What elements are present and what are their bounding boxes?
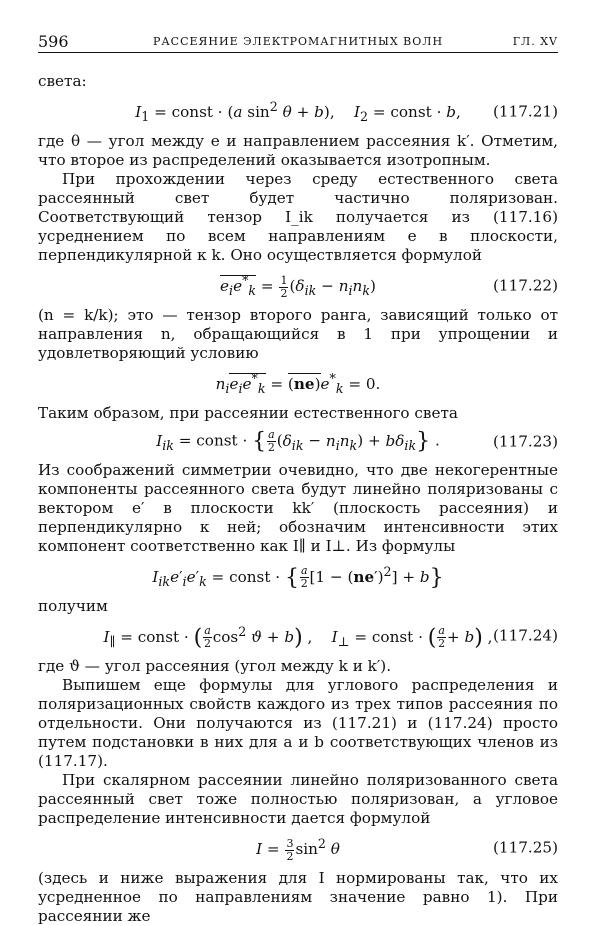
equation-number: (117.22) (493, 276, 558, 295)
equation-projection (38, 556, 558, 597)
equation-formula: I = $\frac{3}{2}$ $\sin^2 \theta$ (256, 836, 340, 863)
equation-number: (117.24) (493, 626, 558, 645)
equation-formula: $e_ie^*_k$ = $\frac{1}{2}$ $(\delta_{ik} - n_in_k)$ (220, 273, 376, 300)
equation-117-24 (38, 616, 558, 657)
page-number: 596 (38, 32, 69, 51)
paragraph: (здесь и ниже выражения для I нормированы так, что их усредненное по направлениям значение равно 1). При рассеянии же (38, 868, 558, 925)
paragraph: Таким образом, при рассеянии естественного света (38, 404, 458, 423)
equation-condition (38, 363, 558, 404)
paragraph: При прохождении через среду естественного света рассеянный свет будет частично поляризован. Соответствующий тензор I_ik получается из (117.16) усреднением по всем направлениям e в плоскости, перпендикулярной к k. Оно осуществляется формулой (38, 170, 558, 265)
equation-number: (117.23) (493, 432, 558, 451)
paragraph: где ϑ — угол рассеяния (угол между k и k′). (38, 657, 392, 675)
chapter-label: ГЛ. XV (512, 35, 558, 48)
equation-number: (117.21) (493, 102, 558, 121)
equation-formula: $I_{ik}e'_ie'_k$ = const · { $\frac{a}{2}$ $[1 - (ne')^2] + b$} (152, 563, 444, 591)
paragraph: (n = k/k); это — тензор второго ранга, зависящий только от направления n, обращающийся в 1 при упрощении и удовлетворяющий условию (38, 306, 558, 363)
running-title: РАССЕЯНИЕ ЭЛЕКТРОМАГНИТНЫХ ВОЛН (152, 35, 444, 48)
equation-formula: $I_\parallel$ = const · ( $\frac{a}{2}$ $\cos^2 ϑ + b$) , $I_\perp$ = const · ( $\frac{a}{2}$ + b) , (103, 623, 493, 651)
book-page (38, 30, 558, 925)
paragraph: получим (38, 596, 108, 615)
equation-117-23 (38, 423, 558, 461)
equation-formula: $I_{ik}$ = const · { $\frac{a}{2}$ $(\delta_{ik} - n_in_k) + b\delta_{ik}$} . (156, 428, 440, 455)
paragraph: света: (38, 72, 87, 90)
paragraph: Выпишем еще формулы для углового распределения и поляризационных свойств каждого из трех типов рассеяния по отдельности. Они получаются из (117.21) и (117.24) просто путем подстановки в них для a и b соответствующих членов из (117.17). (38, 676, 558, 770)
page-header (38, 30, 558, 53)
equation-117-22 (38, 265, 558, 306)
equation-number: (117.25) (493, 838, 558, 857)
paragraph: где θ — угол между e и направлением рассеяния k′. Отметим, что второе из распределений оказывается изотропным. (38, 132, 558, 170)
equation-117-21 (38, 91, 558, 132)
page-body (38, 72, 558, 926)
paragraph: Из соображений симметрии очевидно, что две некогерентные компоненты рассеянного света будут линейно поляризованы с вектором e′ в плоскости kk′ (плоскость рассеяния) и перпендикулярно к ней; обозначим интенсивности этих компонент соответственно как I∥ и I⊥. Из формулы (38, 460, 558, 555)
equation-117-25 (38, 828, 558, 869)
equation-formula: $n_ie_ie^*_k = (ne)e^*_k = 0$. (215, 371, 381, 397)
equation-formula: $I_1$ = const · (a $\sin^2 \theta + b$), $I_2$ = const · b, (135, 99, 461, 125)
paragraph: При скалярном рассеянии линейно поляризованного света рассеянный свет тоже полностью поляризован, а угловое распределение интенсивности дается формулой (38, 771, 558, 827)
